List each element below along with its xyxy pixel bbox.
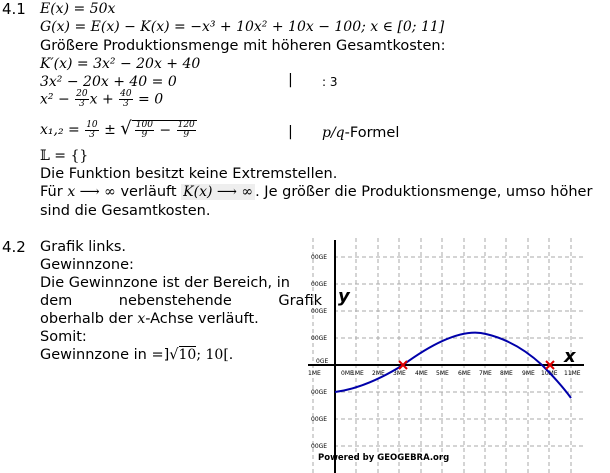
equation-profit: G(x) = E(x) − K(x) = −x³ + 10x² + 10x − 100; x ∈ [0; 11] (40, 19, 445, 35)
text: oberhalb der (40, 311, 138, 327)
fraction: $\frac{20}{3}$ (76, 89, 88, 109)
geogebra-watermark: Powered by GEOGEBRA.org (318, 453, 450, 463)
svg-text:00GE: 00GE (311, 281, 328, 288)
word: nebenstehende (118, 293, 232, 309)
svg-text:9ME: 9ME (522, 370, 535, 377)
equation-revenue: E(x) = 50x (40, 1, 116, 17)
svg-text:8ME: 8ME (500, 370, 513, 377)
line-profit-zone: Gewinnzone: (40, 257, 134, 273)
text: -Achse verläuft. (145, 311, 259, 327)
eq2-left: x² − (40, 91, 75, 108)
minus: − (154, 122, 176, 139)
pq-label: p/q (322, 125, 345, 141)
text: Gewinnzone in =] (40, 347, 170, 363)
text-limit (40, 184, 592, 201)
text: Für (40, 184, 68, 200)
separator-bar: | (288, 124, 293, 140)
text-no-extrema: Die Funktion besitzt keine Extremstellen. (40, 166, 338, 182)
sqrt-sign: √ (120, 118, 132, 139)
sqrt-body (132, 120, 197, 140)
line-thus: Somit: (40, 329, 87, 345)
fraction: $\frac{10}{3}$ (86, 119, 98, 140)
equation-step-3 (40, 120, 197, 140)
equation-step-2 (40, 90, 163, 109)
step-3-note (322, 125, 399, 141)
sqrt-value: 10 (178, 347, 197, 363)
svg-text:5ME: 5ME (436, 370, 449, 377)
word: Grafik (278, 293, 322, 309)
profit-function-chart (306, 238, 586, 473)
line-profit-interval (40, 346, 322, 364)
svg-text:00GE: 00GE (311, 254, 328, 261)
svg-text:7ME: 7ME (479, 370, 492, 377)
y-tick-labels (311, 254, 328, 450)
section-4-2-text (40, 238, 322, 364)
eq2-mid: x + (89, 91, 119, 108)
x-tick-labels (308, 370, 581, 377)
separator-bar: | (288, 72, 293, 88)
solution-set: 𝕃 = {} (40, 148, 89, 164)
grid (313, 238, 584, 473)
text: ; 10[. (196, 347, 234, 363)
svg-text:11ME: 11ME (564, 370, 581, 377)
word: dem (40, 293, 73, 309)
text-larger-production: Größere Produktionsmenge mit höheren Gesamtkosten: (40, 38, 446, 54)
section-number-4-1: 4.1 (2, 0, 26, 18)
svg-text:00GE: 00GE (311, 335, 328, 342)
fraction: $\frac{40}{3}$ (120, 89, 132, 109)
line-justified (40, 292, 322, 310)
eq2-right: = 0 (133, 91, 164, 108)
svg-text:00GE: 00GE (311, 308, 328, 315)
svg-text:4ME: 4ME (415, 370, 428, 377)
svg-text:6ME: 6ME (458, 370, 471, 377)
y-axis-label: y (338, 286, 350, 307)
math: x (137, 311, 146, 327)
svg-text:3ME: 3ME (393, 370, 406, 377)
line-profit-zone-desc: Die Gewinnzone ist der Bereich, in (40, 275, 290, 291)
math-highlight: K(x) ⟶ ∞ (183, 184, 254, 200)
svg-text:10ME: 10ME (541, 370, 558, 377)
line-graphic-left: Grafik links. (40, 239, 127, 255)
formula-label: -Formel (344, 125, 400, 141)
svg-text:1ME: 1ME (351, 370, 364, 377)
line-above-axis (40, 310, 322, 328)
fraction: $\frac{120}{9}$ (177, 120, 195, 140)
svg-text:00GE: 00GE (311, 389, 328, 396)
x-axis-label: x (564, 346, 576, 367)
sqrt-sign: √ (169, 347, 179, 363)
eq3-left: x₁,₂ = (40, 122, 85, 138)
math: x ⟶ ∞ (67, 184, 116, 200)
svg-text:2ME: 2ME (372, 370, 385, 377)
section-number-4-2: 4.2 (2, 238, 26, 256)
svg-text:0ME: 0ME (341, 370, 354, 377)
text: verläuft (115, 184, 182, 200)
step-1-note: : 3 (322, 75, 338, 89)
equation-cost-derivative: K′(x) = 3x² − 20x + 40 (40, 56, 201, 72)
svg-text:1ME: 1ME (308, 370, 321, 377)
svg-text:0GE: 0GE (316, 358, 329, 365)
svg-text:00GE: 00GE (311, 443, 328, 450)
fraction: $\frac{100}{9}$ (135, 120, 153, 140)
svg-text:00GE: 00GE (311, 416, 328, 423)
text-total-costs: sind die Gesamtkosten. (40, 203, 211, 219)
plus-minus: ± (99, 122, 121, 138)
equation-step-1: 3x² − 20x + 40 = 0 (40, 74, 177, 90)
text: . Je größer die Produktionsmenge, umso höher (255, 184, 593, 200)
